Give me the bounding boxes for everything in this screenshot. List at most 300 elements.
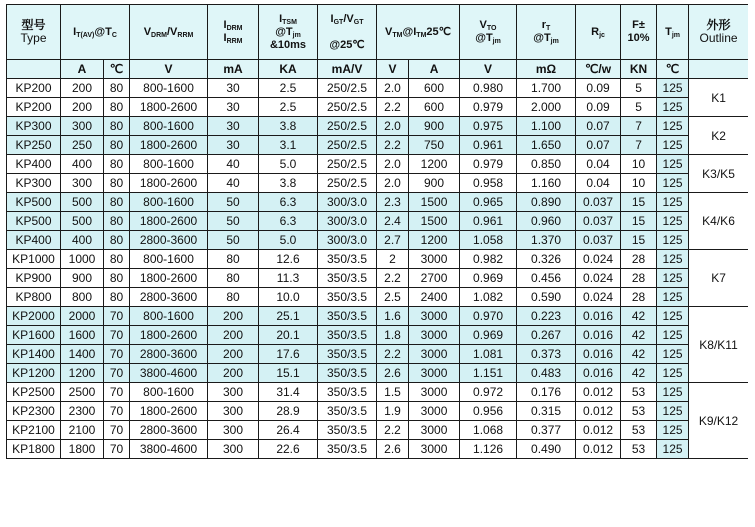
- idrm-cell: 30: [208, 136, 259, 155]
- it-cell: 1000: [61, 250, 104, 269]
- tc-cell: 70: [104, 440, 130, 459]
- vto-cell: 0.972: [460, 383, 517, 402]
- itsm-cell: 6.3: [259, 212, 318, 231]
- vtm-cell: 2.6: [377, 440, 409, 459]
- unit-cell: ℃: [104, 60, 130, 79]
- idrm-cell: 50: [208, 193, 259, 212]
- itm-cell: 3000: [409, 421, 460, 440]
- tjm-cell: 125: [657, 383, 689, 402]
- tjm-cell: 125: [657, 174, 689, 193]
- vto-cell: 0.969: [460, 269, 517, 288]
- vto-cell: 0.979: [460, 155, 517, 174]
- voltage-cell: 800-1600: [130, 250, 208, 269]
- tjm-cell: 125: [657, 288, 689, 307]
- it-cell: 2100: [61, 421, 104, 440]
- rjc-cell: 0.037: [576, 193, 621, 212]
- vto-cell: 0.979: [460, 98, 517, 117]
- header-outline: [689, 5, 748, 60]
- table-row: [7, 326, 749, 345]
- tjm-cell: 125: [657, 155, 689, 174]
- itsm-cell: 25.1: [259, 307, 318, 326]
- igt-cell: 250/2.5: [318, 155, 377, 174]
- type-cell: KP300: [7, 117, 61, 136]
- vto-cell: 1.126: [460, 440, 517, 459]
- vto-cell: 1.082: [460, 288, 517, 307]
- tjm-cell: 125: [657, 117, 689, 136]
- itm-cell: 3000: [409, 440, 460, 459]
- vto-cell: 0.961: [460, 212, 517, 231]
- itm-cell: 3000: [409, 364, 460, 383]
- it-cell: 500: [61, 212, 104, 231]
- voltage-cell: 1800-2600: [130, 212, 208, 231]
- igt-cell: 250/2.5: [318, 174, 377, 193]
- header-f: F± 10%: [621, 5, 657, 60]
- unit-cell: V: [460, 60, 517, 79]
- itm-cell: 3000: [409, 402, 460, 421]
- vtm-cell: 2.4: [377, 212, 409, 231]
- voltage-cell: 2800-3600: [130, 421, 208, 440]
- rjc-cell: 0.07: [576, 117, 621, 136]
- tc-cell: 70: [104, 402, 130, 421]
- idrm-cell: 80: [208, 288, 259, 307]
- itm-cell: 900: [409, 117, 460, 136]
- idrm-cell: 30: [208, 79, 259, 98]
- header-outline-zh: 外形: [706, 18, 731, 32]
- type-cell: KP500: [7, 193, 61, 212]
- vto-cell: 0.961: [460, 136, 517, 155]
- tc-cell: 80: [104, 117, 130, 136]
- unit-cell: A: [409, 60, 460, 79]
- idrm-cell: 50: [208, 212, 259, 231]
- vtm-cell: 2.2: [377, 269, 409, 288]
- voltage-cell: 800-1600: [130, 117, 208, 136]
- outline-cell: K4/K6: [689, 193, 748, 250]
- tc-cell: 70: [104, 383, 130, 402]
- force-cell: 5: [621, 98, 657, 117]
- table-row: [7, 79, 749, 98]
- vto-cell: 1.068: [460, 421, 517, 440]
- tc-cell: 80: [104, 79, 130, 98]
- idrm-cell: 200: [208, 345, 259, 364]
- itm-cell: 600: [409, 98, 460, 117]
- rt-cell: 1.700: [517, 79, 576, 98]
- itsm-cell: 17.6: [259, 345, 318, 364]
- it-cell: 1800: [61, 440, 104, 459]
- header-itsm: $I_{TSM}$ $@T_{jm}$ &10ms: [259, 5, 318, 60]
- header-idrm: $I_{DRM}$ $I_{RRM}$: [208, 5, 259, 60]
- header-igt: $I_{GT}/V_{GT}$ @25℃: [318, 5, 377, 60]
- force-cell: 42: [621, 364, 657, 383]
- igt-cell: 350/3.5: [318, 307, 377, 326]
- idrm-cell: 300: [208, 383, 259, 402]
- rt-cell: 1.100: [517, 117, 576, 136]
- vto-cell: 0.956: [460, 402, 517, 421]
- header-type-zh: 型号: [21, 18, 46, 32]
- rjc-cell: 0.024: [576, 269, 621, 288]
- it-cell: 900: [61, 269, 104, 288]
- itsm-cell: 28.9: [259, 402, 318, 421]
- vtm-cell: 2.0: [377, 155, 409, 174]
- header-rjc: $R_{jc}$: [576, 5, 621, 60]
- table-row: [7, 250, 749, 269]
- idrm-cell: 80: [208, 269, 259, 288]
- unit-type-blank: [7, 60, 61, 79]
- voltage-cell: 3800-4600: [130, 440, 208, 459]
- force-cell: 7: [621, 117, 657, 136]
- vtm-cell: 2.5: [377, 288, 409, 307]
- voltage-cell: 2800-3600: [130, 345, 208, 364]
- rt-cell: 0.176: [517, 383, 576, 402]
- type-cell: KP500: [7, 212, 61, 231]
- type-cell: KP300: [7, 174, 61, 193]
- itsm-cell: 10.0: [259, 288, 318, 307]
- rt-cell: 0.483: [517, 364, 576, 383]
- tc-cell: 80: [104, 155, 130, 174]
- vto-cell: 1.081: [460, 345, 517, 364]
- tc-cell: 80: [104, 269, 130, 288]
- it-cell: 300: [61, 174, 104, 193]
- table-row: [7, 174, 749, 193]
- header-type: [7, 5, 61, 60]
- force-cell: 42: [621, 307, 657, 326]
- vto-cell: 0.970: [460, 307, 517, 326]
- rt-cell: 0.315: [517, 402, 576, 421]
- rjc-cell: 0.016: [576, 307, 621, 326]
- vto-cell: 1.058: [460, 231, 517, 250]
- rt-cell: 0.890: [517, 193, 576, 212]
- type-cell: KP2500: [7, 383, 61, 402]
- idrm-cell: 200: [208, 364, 259, 383]
- tjm-cell: 125: [657, 231, 689, 250]
- itm-cell: 750: [409, 136, 460, 155]
- itsm-cell: 22.6: [259, 440, 318, 459]
- force-cell: 5: [621, 79, 657, 98]
- type-cell: KP1000: [7, 250, 61, 269]
- rjc-cell: 0.024: [576, 288, 621, 307]
- idrm-cell: 40: [208, 155, 259, 174]
- tjm-cell: 125: [657, 136, 689, 155]
- force-cell: 28: [621, 250, 657, 269]
- idrm-cell: 300: [208, 402, 259, 421]
- vtm-cell: 1.5: [377, 383, 409, 402]
- table-row: [7, 345, 749, 364]
- force-cell: 28: [621, 269, 657, 288]
- spec-table-container: [6, 4, 748, 527]
- type-cell: KP900: [7, 269, 61, 288]
- header-vto: $V_{TO}$ $@T_{jm}$: [460, 5, 517, 60]
- vto-cell: 0.965: [460, 193, 517, 212]
- tc-cell: 80: [104, 288, 130, 307]
- rjc-cell: 0.016: [576, 326, 621, 345]
- idrm-cell: 50: [208, 231, 259, 250]
- igt-cell: 350/3.5: [318, 440, 377, 459]
- vtm-cell: 2.2: [377, 421, 409, 440]
- tc-cell: 80: [104, 174, 130, 193]
- rt-cell: 0.850: [517, 155, 576, 174]
- igt-cell: 300/3.0: [318, 231, 377, 250]
- igt-cell: 350/3.5: [318, 250, 377, 269]
- itsm-cell: 3.8: [259, 117, 318, 136]
- it-cell: 2300: [61, 402, 104, 421]
- igt-cell: 350/3.5: [318, 364, 377, 383]
- tjm-cell: 125: [657, 402, 689, 421]
- itsm-cell: 3.8: [259, 174, 318, 193]
- igt-cell: 250/2.5: [318, 98, 377, 117]
- tjm-cell: 125: [657, 364, 689, 383]
- tc-cell: 70: [104, 421, 130, 440]
- itsm-cell: 2.5: [259, 79, 318, 98]
- idrm-cell: 200: [208, 307, 259, 326]
- itm-cell: 2700: [409, 269, 460, 288]
- force-cell: 53: [621, 383, 657, 402]
- table-row: [7, 364, 749, 383]
- itsm-cell: 26.4: [259, 421, 318, 440]
- it-cell: 500: [61, 193, 104, 212]
- itsm-cell: 5.0: [259, 155, 318, 174]
- itm-cell: 1500: [409, 193, 460, 212]
- unit-cell: V: [377, 60, 409, 79]
- tc-cell: 80: [104, 193, 130, 212]
- it-cell: 2000: [61, 307, 104, 326]
- voltage-cell: 1800-2600: [130, 269, 208, 288]
- igt-cell: 350/3.5: [318, 402, 377, 421]
- outline-cell: K7: [689, 250, 748, 307]
- itm-cell: 3000: [409, 307, 460, 326]
- tc-cell: 70: [104, 345, 130, 364]
- table-row: [7, 288, 749, 307]
- table-row: [7, 440, 749, 459]
- spec-table-body: [7, 79, 749, 459]
- tjm-cell: 125: [657, 193, 689, 212]
- force-cell: 42: [621, 326, 657, 345]
- tc-cell: 80: [104, 250, 130, 269]
- vto-cell: 0.958: [460, 174, 517, 193]
- type-cell: KP400: [7, 231, 61, 250]
- vtm-cell: 2.2: [377, 98, 409, 117]
- rjc-cell: 0.012: [576, 440, 621, 459]
- type-cell: KP400: [7, 155, 61, 174]
- tc-cell: 70: [104, 326, 130, 345]
- rjc-cell: 0.037: [576, 231, 621, 250]
- outline-cell: K1: [689, 79, 748, 117]
- tjm-cell: 125: [657, 421, 689, 440]
- voltage-cell: 800-1600: [130, 155, 208, 174]
- unit-cell: mA/V: [318, 60, 377, 79]
- voltage-cell: 800-1600: [130, 383, 208, 402]
- rjc-cell: 0.037: [576, 212, 621, 231]
- itsm-cell: 15.1: [259, 364, 318, 383]
- force-cell: 10: [621, 155, 657, 174]
- vtm-cell: 2.2: [377, 345, 409, 364]
- force-cell: 10: [621, 174, 657, 193]
- igt-cell: 350/3.5: [318, 421, 377, 440]
- itsm-cell: 20.1: [259, 326, 318, 345]
- rt-cell: 2.000: [517, 98, 576, 117]
- voltage-cell: 1800-2600: [130, 136, 208, 155]
- tjm-cell: 125: [657, 212, 689, 231]
- force-cell: 15: [621, 193, 657, 212]
- force-cell: 42: [621, 345, 657, 364]
- vtm-cell: 2.0: [377, 79, 409, 98]
- header-rt: $r_T$ $@T_{jm}$: [517, 5, 576, 60]
- table-row: [7, 421, 749, 440]
- igt-cell: 350/3.5: [318, 383, 377, 402]
- tc-cell: 70: [104, 307, 130, 326]
- it-cell: 400: [61, 155, 104, 174]
- tjm-cell: 125: [657, 307, 689, 326]
- rjc-cell: 0.012: [576, 383, 621, 402]
- force-cell: 53: [621, 440, 657, 459]
- idrm-cell: 80: [208, 250, 259, 269]
- idrm-cell: 300: [208, 440, 259, 459]
- rt-cell: 1.370: [517, 231, 576, 250]
- vto-cell: 0.969: [460, 326, 517, 345]
- header-type-en: Type: [20, 31, 47, 45]
- rjc-cell: 0.09: [576, 79, 621, 98]
- unit-cell: KN: [621, 60, 657, 79]
- idrm-cell: 30: [208, 98, 259, 117]
- tc-cell: 80: [104, 231, 130, 250]
- rt-cell: 1.160: [517, 174, 576, 193]
- vtm-cell: 2.0: [377, 174, 409, 193]
- tjm-cell: 125: [657, 79, 689, 98]
- it-cell: 250: [61, 136, 104, 155]
- vto-cell: 0.975: [460, 117, 517, 136]
- table-row: [7, 231, 749, 250]
- vtm-cell: 2.6: [377, 364, 409, 383]
- unit-cell: A: [61, 60, 104, 79]
- vtm-cell: 2.0: [377, 117, 409, 136]
- it-cell: 1200: [61, 364, 104, 383]
- unit-cell: ℃: [657, 60, 689, 79]
- type-cell: KP1200: [7, 364, 61, 383]
- it-cell: 200: [61, 98, 104, 117]
- itm-cell: 3000: [409, 345, 460, 364]
- table-row: [7, 402, 749, 421]
- rjc-cell: 0.016: [576, 364, 621, 383]
- it-cell: 300: [61, 117, 104, 136]
- itm-cell: 3000: [409, 326, 460, 345]
- header-outline-en: Outline: [699, 31, 738, 45]
- it-cell: 200: [61, 79, 104, 98]
- voltage-cell: 800-1600: [130, 193, 208, 212]
- unit-cell: mΩ: [517, 60, 576, 79]
- rjc-cell: 0.024: [576, 250, 621, 269]
- it-cell: 400: [61, 231, 104, 250]
- itsm-cell: 3.1: [259, 136, 318, 155]
- igt-cell: 250/2.5: [318, 79, 377, 98]
- tjm-cell: 125: [657, 250, 689, 269]
- tjm-cell: 125: [657, 326, 689, 345]
- rt-cell: 0.490: [517, 440, 576, 459]
- table-row: [7, 117, 749, 136]
- tjm-cell: 125: [657, 98, 689, 117]
- vto-cell: 1.151: [460, 364, 517, 383]
- rjc-cell: 0.012: [576, 421, 621, 440]
- tc-cell: 80: [104, 98, 130, 117]
- type-cell: KP250: [7, 136, 61, 155]
- force-cell: 53: [621, 402, 657, 421]
- table-row: [7, 98, 749, 117]
- itm-cell: 600: [409, 79, 460, 98]
- itm-cell: 3000: [409, 250, 460, 269]
- rjc-cell: 0.07: [576, 136, 621, 155]
- outline-cell: K9/K12: [689, 383, 748, 459]
- vtm-cell: 2.2: [377, 136, 409, 155]
- vto-cell: 0.982: [460, 250, 517, 269]
- header-vtm: $V_{TM}@I_{TM}25℃$: [377, 5, 460, 60]
- itsm-cell: 2.5: [259, 98, 318, 117]
- itsm-cell: 6.3: [259, 193, 318, 212]
- voltage-cell: 2800-3600: [130, 288, 208, 307]
- table-row: [7, 307, 749, 326]
- force-cell: 7: [621, 136, 657, 155]
- header-tjm: $T_{jm}$: [657, 5, 689, 60]
- igt-cell: 250/2.5: [318, 117, 377, 136]
- outline-cell: K2: [689, 117, 748, 155]
- outline-cell: K3/K5: [689, 155, 748, 193]
- table-row: [7, 383, 749, 402]
- itm-cell: 3000: [409, 383, 460, 402]
- vtm-cell: 1.9: [377, 402, 409, 421]
- tc-cell: 80: [104, 136, 130, 155]
- itm-cell: 2400: [409, 288, 460, 307]
- table-row: [7, 193, 749, 212]
- rt-cell: 0.377: [517, 421, 576, 440]
- rt-cell: 0.373: [517, 345, 576, 364]
- force-cell: 15: [621, 212, 657, 231]
- voltage-cell: 3800-4600: [130, 364, 208, 383]
- table-row: [7, 212, 749, 231]
- rt-cell: 0.267: [517, 326, 576, 345]
- unit-cell: mA: [208, 60, 259, 79]
- vtm-cell: 2.7: [377, 231, 409, 250]
- type-cell: KP200: [7, 79, 61, 98]
- vtm-cell: 2: [377, 250, 409, 269]
- igt-cell: 350/3.5: [318, 345, 377, 364]
- force-cell: 53: [621, 421, 657, 440]
- itm-cell: 1200: [409, 231, 460, 250]
- itsm-cell: 31.4: [259, 383, 318, 402]
- rt-cell: 0.326: [517, 250, 576, 269]
- type-cell: KP1400: [7, 345, 61, 364]
- type-cell: KP2100: [7, 421, 61, 440]
- unit-cell: V: [130, 60, 208, 79]
- type-cell: KP2000: [7, 307, 61, 326]
- thyristor-spec-table: [6, 4, 748, 459]
- it-cell: 1400: [61, 345, 104, 364]
- voltage-cell: 800-1600: [130, 79, 208, 98]
- it-cell: 800: [61, 288, 104, 307]
- it-cell: 2500: [61, 383, 104, 402]
- voltage-cell: 2800-3600: [130, 231, 208, 250]
- rt-cell: 0.456: [517, 269, 576, 288]
- vtm-cell: 1.6: [377, 307, 409, 326]
- type-cell: KP200: [7, 98, 61, 117]
- voltage-cell: 1800-2600: [130, 98, 208, 117]
- units-row: [7, 60, 749, 79]
- rt-cell: 0.960: [517, 212, 576, 231]
- table-row: [7, 155, 749, 174]
- voltage-cell: 1800-2600: [130, 174, 208, 193]
- itm-cell: 1500: [409, 212, 460, 231]
- table-row: [7, 269, 749, 288]
- rt-cell: 1.650: [517, 136, 576, 155]
- type-cell: KP2300: [7, 402, 61, 421]
- type-cell: KP1600: [7, 326, 61, 345]
- itsm-cell: 5.0: [259, 231, 318, 250]
- igt-cell: 350/3.5: [318, 269, 377, 288]
